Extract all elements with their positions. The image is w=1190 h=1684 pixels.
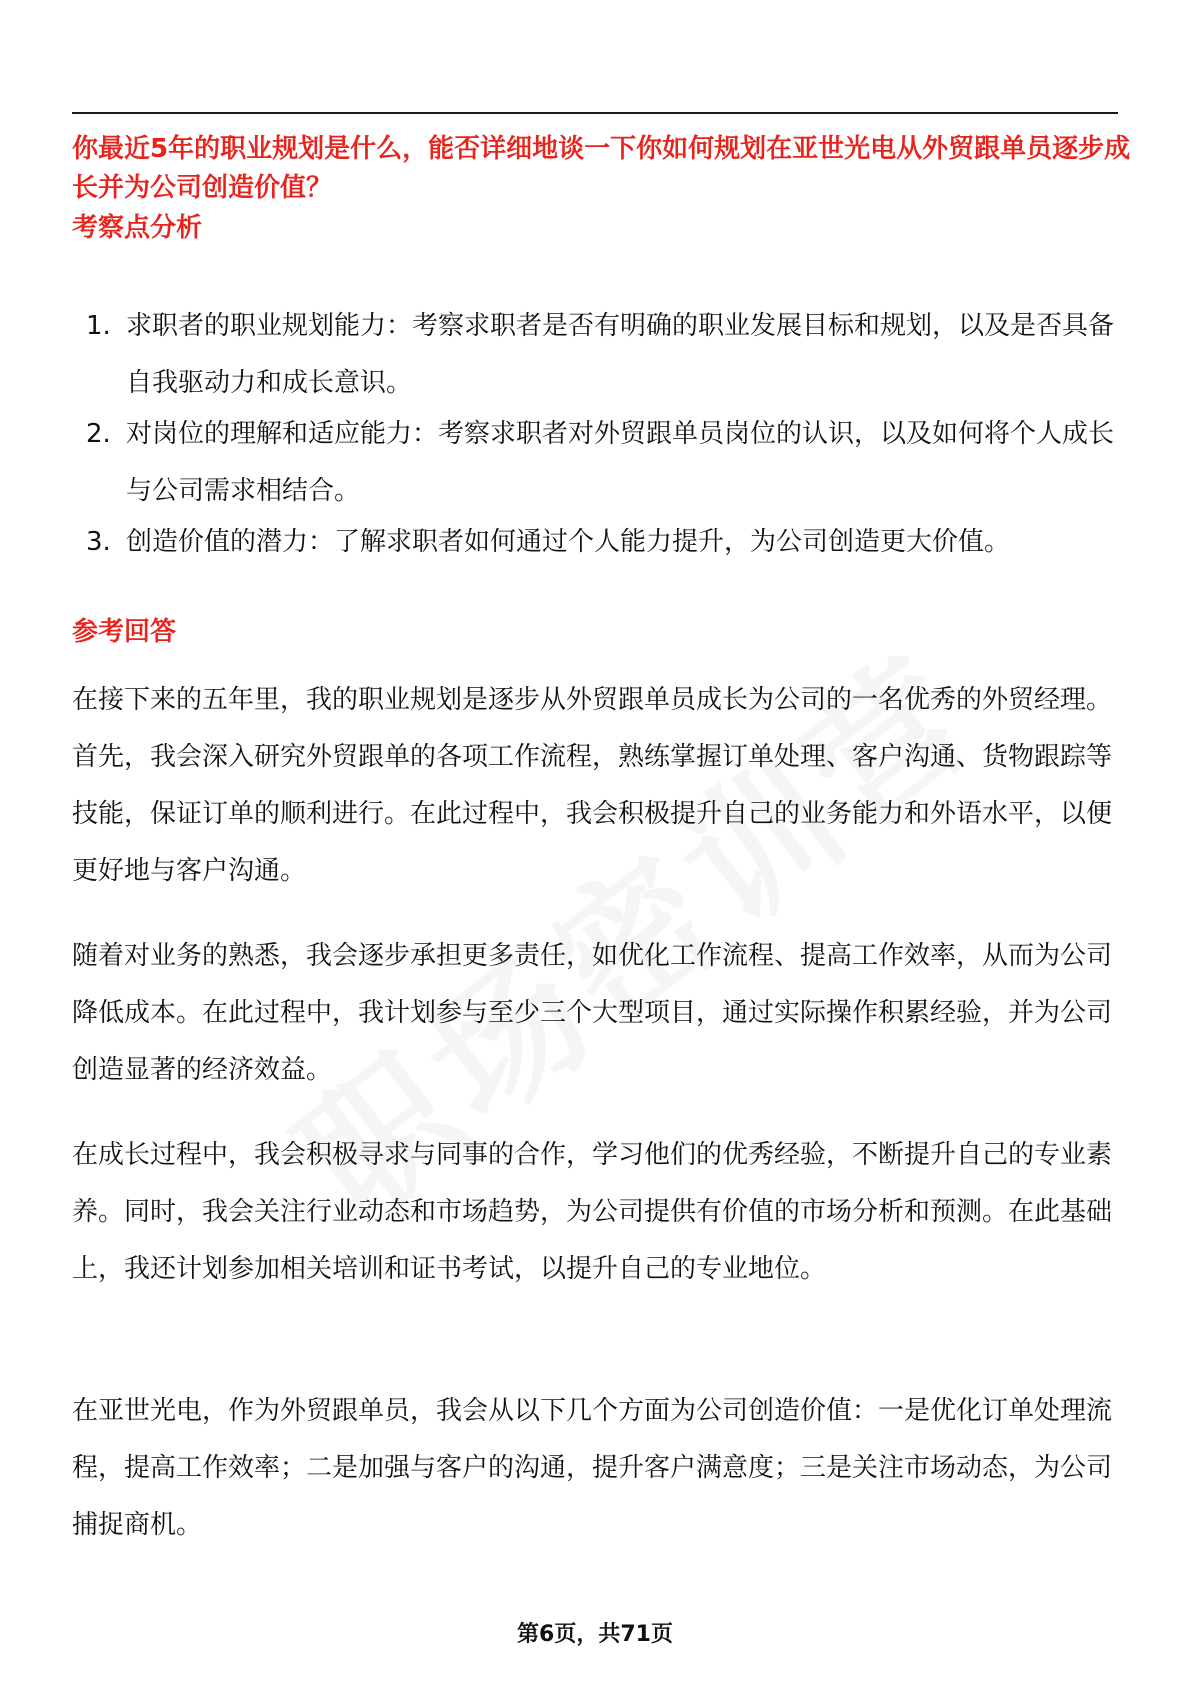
- answer-paragraph: 在接下来的五年里，我的职业规划是逐步从外贸跟单员成长为公司的一名优秀的外贸经理。首先，我会深入研究外贸跟单的各项工作流程，熟练掌握订单处理、客户沟通、货物跟踪等技能，保证订单的顺利进行。在此过程中，我会积极提升自己的业务能力和外语水平，以便更好地与客户沟通。: [72, 685, 1113, 886]
- question-heading: 你最近5年的职业规划是什么，能否详细地谈一下你如何规划在亚世光电从外贸跟单员逐步成长并为公司创造价值？: [72, 134, 1131, 203]
- analysis-list: [72, 298, 1132, 571]
- analysis-item: [72, 406, 1132, 520]
- page-number-footer: 第6页，共71页: [517, 1622, 673, 1647]
- answer-paragraph: 在成长过程中，我会积极寻求与同事的合作，学习他们的优秀经验，不断提升自己的专业素养。同时，我会关注行业动态和市场趋势，为公司提供有价值的市场分析和预测。在此基础上，我还计划参加相关培训和证书考试，以提升自己的专业地位。: [72, 1140, 1113, 1284]
- analysis-item: [72, 514, 1132, 571]
- analysis-item-text: 求职者的职业规划能力：考察求职者是否有明确的职业发展目标和规划，以及是否具备自我驱动力和成长意识。: [126, 311, 1115, 398]
- analysis-section-title: 考察点分析: [72, 213, 203, 243]
- analysis-item-text: 创造价值的潜力：了解求职者如何通过个人能力提升，为公司创造更大价值。: [126, 527, 1011, 557]
- analysis-item-text: 对岗位的理解和适应能力：考察求职者对外贸跟单员岗位的认识，以及如何将个人成长与公司需求相结合。: [126, 419, 1115, 506]
- answer-paragraph: 随着对业务的熟悉，我会逐步承担更多责任，如优化工作流程、提高工作效率，从而为公司降低成本。在此过程中，我计划参与至少三个大型项目，通过实际操作积累经验，并为公司创造显著的经济效益。: [72, 941, 1113, 1085]
- answer-paragraph: 在亚世光电，作为外贸跟单员，我会从以下几个方面为公司创造价值：一是优化订单处理流程，提高工作效率；二是加强与客户的沟通，提升客户满意度；三是关注市场动态，为公司捕捉商机。: [72, 1396, 1113, 1540]
- analysis-item-number: 1.: [86, 311, 111, 341]
- analysis-item: [72, 298, 1132, 412]
- analysis-item-number: 2.: [86, 419, 111, 449]
- top-divider: [72, 112, 1118, 114]
- answer-section-title: 参考回答: [72, 617, 177, 647]
- analysis-item-number: 3.: [86, 527, 111, 557]
